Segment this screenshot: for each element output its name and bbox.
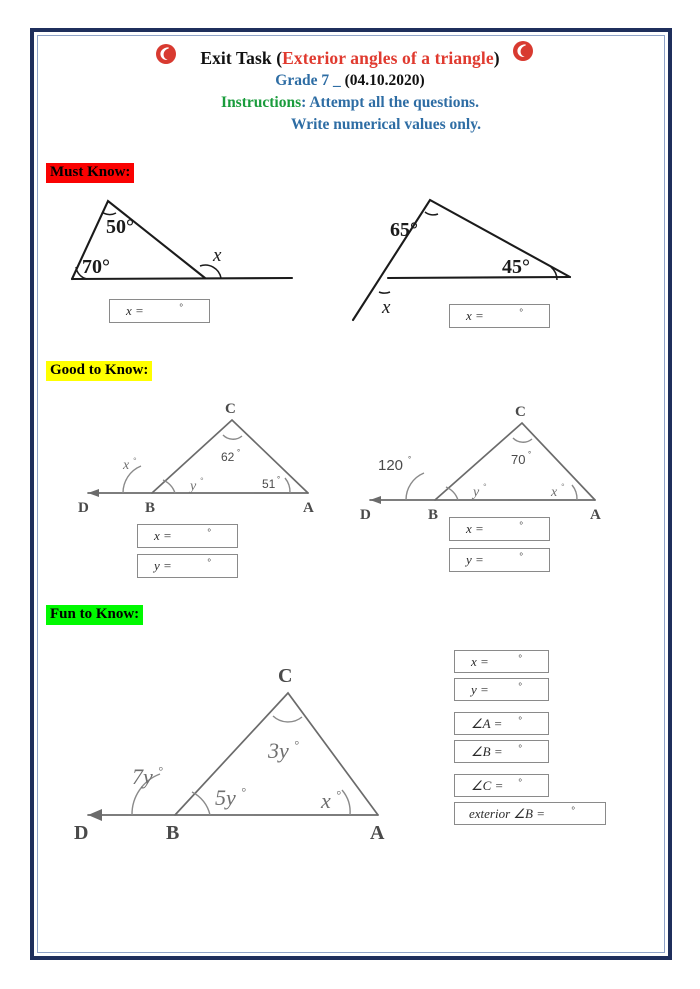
instructions-text: Attempt all the questions. bbox=[309, 94, 479, 111]
instructions-label: Instructions bbox=[221, 94, 302, 111]
degree-symbol: ° bbox=[519, 551, 523, 561]
answer-label: x = bbox=[466, 521, 484, 536]
svg-text:45°: 45° bbox=[502, 256, 530, 278]
svg-text:B: B bbox=[428, 507, 439, 523]
title-suffix: ) bbox=[493, 48, 500, 68]
svg-text:3y: 3y bbox=[268, 738, 289, 763]
svg-text:70: 70 bbox=[511, 452, 526, 467]
answer-label: x = bbox=[154, 528, 172, 543]
svg-text:x: x bbox=[213, 245, 222, 266]
degree-symbol: ° bbox=[179, 302, 183, 312]
answer-label: y = bbox=[154, 558, 172, 573]
grade-line bbox=[0, 72, 700, 90]
degree-symbol: ° bbox=[519, 520, 523, 530]
svg-text:65°: 65° bbox=[390, 219, 418, 241]
svg-text:x: x bbox=[551, 485, 558, 500]
answer-box-q4-y[interactable] bbox=[449, 548, 550, 572]
svg-text:°: ° bbox=[528, 450, 532, 459]
degree-symbol: ° bbox=[518, 652, 522, 663]
instructions-line-2: Write numerical values only. bbox=[290, 116, 481, 133]
svg-text:120: 120 bbox=[378, 457, 404, 474]
svg-text:A: A bbox=[370, 822, 385, 844]
section-header-fun-to-know: Fun to Know: bbox=[46, 605, 143, 625]
degree-symbol: ° bbox=[519, 307, 523, 317]
svg-text:C: C bbox=[515, 404, 526, 420]
svg-text:°: ° bbox=[237, 448, 241, 457]
svg-text:D: D bbox=[74, 822, 89, 844]
svg-text:62: 62 bbox=[221, 450, 235, 464]
degree-symbol: ° bbox=[518, 680, 522, 691]
svg-text:°: ° bbox=[483, 482, 487, 491]
svg-text:°: ° bbox=[294, 738, 299, 752]
answer-label: y = bbox=[466, 552, 484, 567]
diagram-q5 bbox=[70, 662, 415, 842]
section-header-must-know: Must Know: bbox=[46, 163, 134, 183]
diagram-q1 bbox=[50, 185, 300, 295]
answer-label: y = bbox=[471, 681, 489, 697]
answer-box-q3-y[interactable] bbox=[137, 554, 238, 578]
svg-text:°: ° bbox=[158, 764, 163, 778]
svg-text:x: x bbox=[321, 788, 331, 813]
answer-label: exterior ∠B = bbox=[469, 805, 546, 821]
svg-text:°: ° bbox=[561, 482, 565, 491]
worksheet-title bbox=[0, 48, 700, 69]
svg-text:°: ° bbox=[200, 476, 204, 485]
svg-text:B: B bbox=[145, 500, 156, 516]
diagram-q4 bbox=[358, 404, 618, 522]
answer-box-q2[interactable] bbox=[449, 304, 550, 328]
worksheet-date: (04.10.2020) bbox=[344, 72, 425, 89]
svg-text:70°: 70° bbox=[82, 256, 110, 278]
answer-box-q3-x[interactable] bbox=[137, 524, 238, 548]
answer-box-q5-angle-b[interactable] bbox=[454, 740, 549, 763]
svg-text:5y: 5y bbox=[215, 785, 236, 810]
svg-text:C: C bbox=[278, 665, 293, 687]
answer-label: ∠C = bbox=[471, 777, 504, 793]
svg-text:x: x bbox=[123, 458, 130, 473]
title-prefix: Exit Task ( bbox=[200, 48, 283, 68]
svg-text:C: C bbox=[225, 401, 236, 417]
answer-box-q4-x[interactable] bbox=[449, 517, 550, 541]
svg-text:°: ° bbox=[241, 785, 246, 799]
answer-box-q5-angle-c[interactable] bbox=[454, 774, 549, 797]
answer-label: ∠B = bbox=[471, 743, 503, 759]
answer-box-q5-exterior-angle-b[interactable] bbox=[454, 802, 606, 825]
section-header-good-to-know: Good to Know: bbox=[46, 361, 152, 381]
answer-label: x = bbox=[466, 308, 484, 323]
svg-text:A: A bbox=[590, 507, 601, 523]
svg-text:A: A bbox=[303, 500, 314, 516]
svg-text:y: y bbox=[190, 479, 197, 494]
svg-text:y: y bbox=[473, 485, 480, 500]
svg-text:51: 51 bbox=[262, 477, 276, 491]
diagram-q3 bbox=[75, 398, 335, 518]
answer-label: x = bbox=[471, 653, 489, 669]
title-topic: Exterior angles of a triangle bbox=[282, 48, 494, 68]
answer-label: ∠A = bbox=[471, 715, 503, 731]
svg-text:7y: 7y bbox=[132, 764, 153, 789]
answer-box-q5-angle-a[interactable] bbox=[454, 712, 549, 735]
degree-symbol: ° bbox=[518, 776, 522, 787]
svg-text:°: ° bbox=[133, 456, 137, 465]
svg-text:°: ° bbox=[408, 455, 412, 464]
svg-text:°: ° bbox=[336, 788, 341, 802]
degree-symbol: ° bbox=[518, 714, 522, 725]
answer-label: x = bbox=[126, 303, 144, 318]
answer-box-q5-y[interactable] bbox=[454, 678, 549, 701]
svg-text:x: x bbox=[382, 297, 391, 318]
degree-symbol: ° bbox=[207, 557, 211, 567]
answer-box-q1[interactable] bbox=[109, 299, 210, 323]
degree-symbol: ° bbox=[207, 527, 211, 537]
degree-symbol: ° bbox=[571, 804, 575, 815]
svg-text:D: D bbox=[78, 500, 89, 516]
svg-text:°: ° bbox=[277, 475, 281, 484]
svg-text:50°: 50° bbox=[106, 216, 134, 238]
grade-label: Grade 7 _ bbox=[275, 72, 345, 89]
svg-text:B: B bbox=[166, 822, 180, 844]
answer-box-q5-x[interactable] bbox=[454, 650, 549, 673]
svg-text:D: D bbox=[360, 507, 371, 523]
degree-symbol: ° bbox=[518, 742, 522, 753]
instructions-colon: : bbox=[301, 94, 310, 111]
instructions-line-1 bbox=[0, 94, 700, 112]
